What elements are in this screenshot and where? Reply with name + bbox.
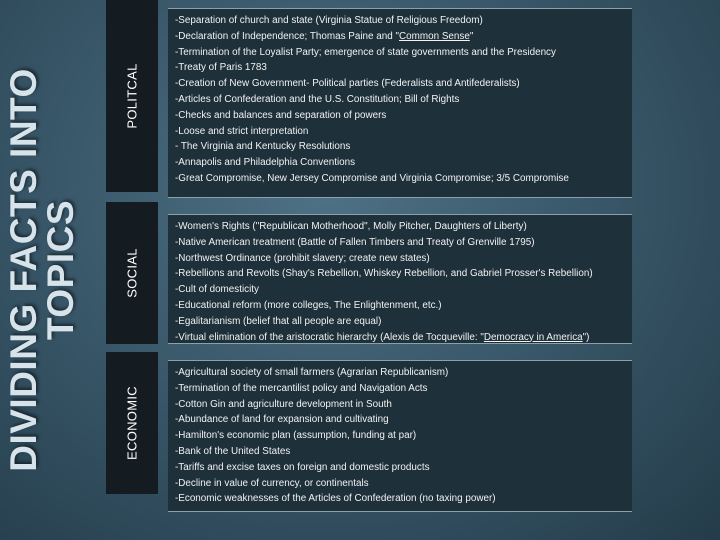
social-fact: -Native American treatment (Battle of Fallen Timbers and Treaty of Grenville 1795)	[175, 236, 535, 248]
democracy-in-america-link[interactable]: Democracy in America	[483, 331, 583, 343]
category-social-label: SOCIAL	[124, 248, 140, 298]
economic-fact: -Bank of the United States	[175, 445, 291, 457]
political-fact: -Great Compromise, New Jersey Compromise and Virginia Compromise; 3/5 Compromise	[175, 172, 569, 184]
category-social	[106, 202, 158, 344]
political-fact: -Declaration of Independence; Thomas Paine and "Common Sense"	[175, 30, 474, 42]
social-facts-box	[168, 214, 632, 344]
social-fact: -Northwest Ordinance (prohibit slavery; create new states)	[175, 252, 430, 264]
slide-title	[0, 0, 84, 540]
political-fact: -Treaty of Paris 1783	[175, 62, 267, 74]
economic-fact: -Economic weaknesses of the Articles of Confederation (no taxing power)	[175, 493, 496, 505]
category-economic-label: ECONOMIC	[124, 386, 140, 460]
political-fact: -Articles of Confederation and the U.S. Constitution; Bill of Rights	[175, 93, 460, 105]
economic-fact: -Tariffs and excise taxes on foreign and domestic products	[175, 461, 430, 473]
political-fact: -Separation of church and state (Virginia Statue of Religious Freedom)	[175, 15, 483, 26]
political-facts-box	[168, 8, 632, 198]
category-economic	[106, 352, 158, 494]
economic-fact: -Abundance of land for expansion and cultivating	[175, 414, 389, 426]
economic-fact: -Cotton Gin and agriculture development in South	[175, 398, 392, 410]
political-fact: -Annapolis and Philadelphia Conventions	[175, 157, 356, 169]
economic-fact: -Agricultural society of small farmers (Agrarian Republicanism)	[175, 367, 449, 378]
economic-fact: -Hamilton's economic plan (assumption, funding at par)	[175, 430, 417, 442]
social-fact: -Educational reform (more colleges, The Enlightenment, etc.)	[175, 299, 442, 311]
social-fact: -Virtual elimination of the aristocratic hierarchy (Alexis de Tocqueville: "Democracy in America")	[175, 331, 590, 343]
political-fact: - The Virginia and Kentucky Resolutions	[175, 141, 351, 153]
slide-title-line-2: TOPICS	[40, 199, 81, 341]
slide-title-text	[5, 68, 79, 472]
category-political-label: POLITCAL	[124, 63, 140, 129]
social-fact: -Rebellions and Revolts (Shay's Rebellion, Whiskey Rebellion, and Gabriel Prosser's Rebellion)	[175, 268, 593, 280]
social-fact: -Cult of domesticity	[175, 284, 259, 296]
political-fact: -Termination of the Loyalist Party; emergence of state governments and the Presidency	[175, 46, 556, 58]
social-fact: -Egalitarianism (belief that all people are equal)	[175, 315, 382, 327]
social-fact: -Women's Rights ("Republican Motherhood", Molly Pitcher, Daughters of Liberty)	[175, 221, 527, 232]
slide-title-line-1: DIVIDING FACTS INTO	[3, 68, 44, 472]
economic-facts-box	[168, 360, 632, 512]
economic-fact: -Decline in value of currency, or continentals	[175, 477, 369, 489]
political-fact: -Checks and balances and separation of powers	[175, 109, 387, 121]
political-fact: -Loose and strict interpretation	[175, 125, 309, 137]
category-political	[106, 0, 158, 192]
political-fact: -Creation of New Government- Political parties (Federalists and Antifederalists)	[175, 78, 520, 90]
economic-fact: -Termination of the mercantilist policy and Navigation Acts	[175, 382, 428, 394]
common-sense-link[interactable]: Common Sense	[399, 30, 470, 42]
